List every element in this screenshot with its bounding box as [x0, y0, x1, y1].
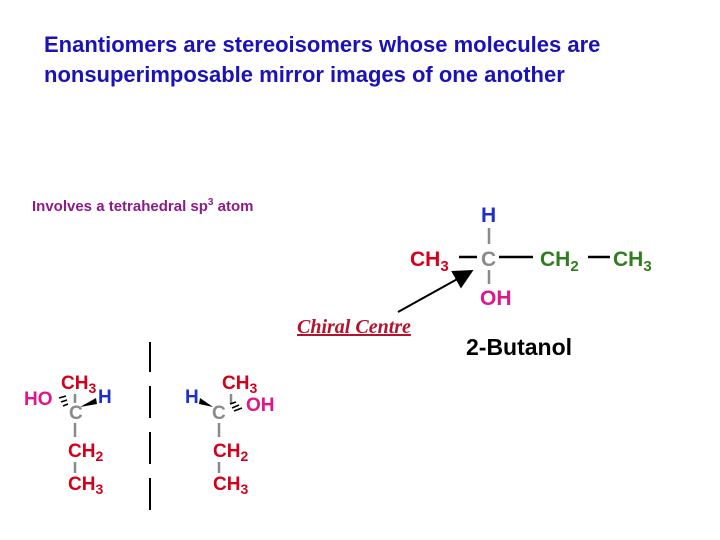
subtitle-superscript: 3: [207, 197, 214, 208]
chiral-centre-label: Chiral Centre: [297, 316, 411, 338]
butanol-c: C: [481, 248, 497, 271]
subtitle-text: Involves a tetrahedral sp: [32, 198, 208, 215]
title-line-2: nonsuperimposable mirror images of one another: [44, 62, 565, 87]
right-oh: OH: [246, 395, 275, 416]
subtitle-tail: atom: [213, 198, 254, 215]
enantiomer-left: [24, 373, 112, 497]
right-wedge-bond: [199, 398, 213, 407]
right-h: H: [185, 387, 199, 408]
right-ch2: $CH_2$: [213, 441, 249, 464]
right-hashed-bond: [230, 402, 242, 411]
enantiomer-right: [185, 373, 275, 497]
chiral-arrow: [398, 272, 470, 312]
right-ch3-bottom: $CH_3$: [213, 474, 249, 497]
title-line-1: Enantiomers are stereoisomers whose molecules are: [44, 32, 601, 57]
butanol-h: H: [481, 204, 497, 227]
right-ch3-top: $CH_3$: [222, 373, 258, 396]
left-c: C: [69, 403, 83, 424]
butanol-ch2: $CH_2$: [540, 248, 579, 275]
left-ch2: $CH_2$: [68, 441, 104, 464]
butanol-ch3-left: $CH_3$: [410, 248, 449, 275]
left-h: H: [98, 387, 112, 408]
left-ch3-bottom: $CH_3$: [68, 474, 104, 497]
compound-name: 2-Butanol: [466, 334, 573, 360]
butanol-ch3-right: $CH_3$: [613, 248, 652, 275]
right-c: C: [212, 403, 226, 424]
butanol-structure: [297, 204, 652, 360]
left-ch3-top: $CH_3$: [61, 373, 97, 396]
left-ho: HO: [24, 389, 53, 410]
left-hashed-bond: [59, 396, 68, 406]
butanol-oh: OH: [480, 287, 512, 310]
